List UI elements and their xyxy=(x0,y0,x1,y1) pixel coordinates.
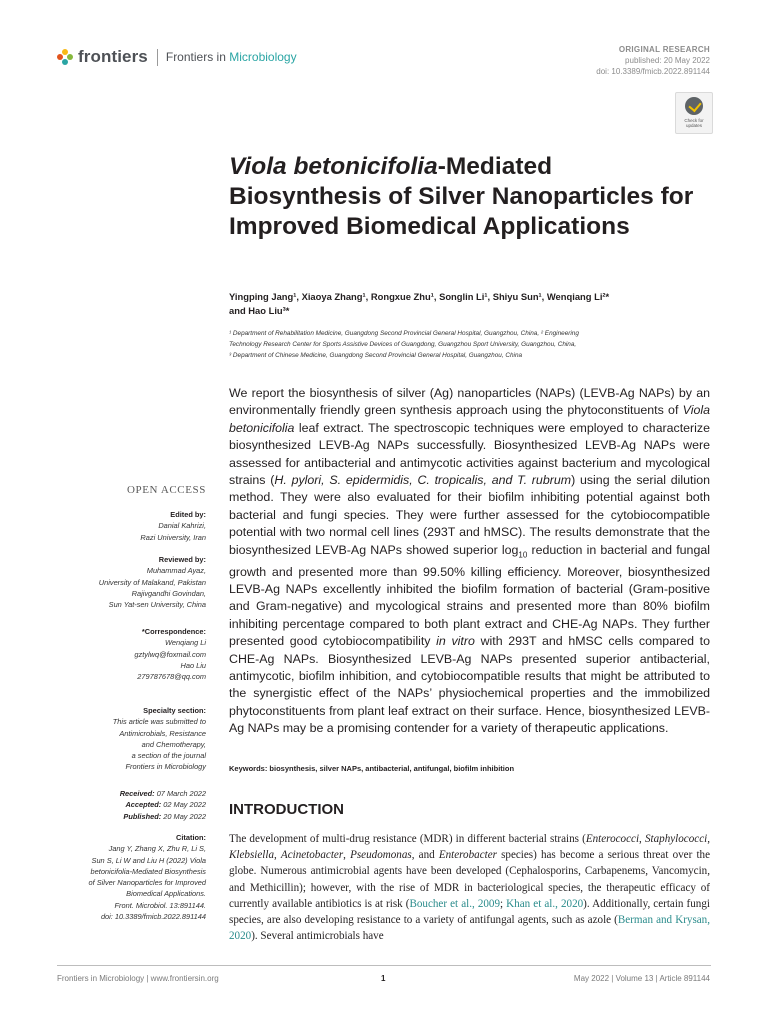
citation-line: Jang Y, Zhang X, Zhu R, Li S, xyxy=(108,844,206,854)
intro-italic: Enterococci xyxy=(585,833,640,845)
reviewer-affiliation: University of Malakand, Pakistan xyxy=(98,577,206,587)
footer-journal-link[interactable]: Frontiers in Microbiology | www.frontiersin.org xyxy=(57,974,219,983)
intro-italic: Klebsiella xyxy=(229,849,274,862)
keywords: Keywords: biosynthesis, silver NAPs, antibacterial, antifungal, biofilm inhibition xyxy=(229,764,515,773)
correspondent-email[interactable]: 279787678@qq.com xyxy=(137,672,206,682)
title-italic: Viola betonicifolia xyxy=(229,153,438,180)
received-date xyxy=(26,788,206,799)
intro-text: , xyxy=(707,833,710,845)
footer-divider xyxy=(57,965,711,966)
affiliation-line: Technology Research Center for Sports Assistive Devices of Guangdong, Guangzhou Sport University, Guangzhou, China, xyxy=(229,341,577,348)
dates-section xyxy=(26,788,206,822)
specialty-line: Frontiers in Microbiology xyxy=(125,762,206,772)
abstract-text: reduction in bacterial and fungal growth and presented more than 99.50% killing efficiency. Moreover, biosynthesized LEVB-Ag NAPs excellently inhibited the biofilm formation of bacterial (Gram-positive and Gram-negative) and mycological strains and presented more than 80% biofilm inhibiting percentage compared to both plant extract and CHE-Ag NAPs. They further presented good cytobiocompatibility xyxy=(229,542,710,649)
reviewed-by-section xyxy=(26,554,206,610)
article-title xyxy=(229,152,709,242)
citation-line: betonicifolia-Mediated Biosynthesis xyxy=(90,866,206,876)
intro-text: , and xyxy=(411,849,439,862)
abstract-italic: H. pylori, S. epidermidis, C. tropicalis, and T. rubrum xyxy=(274,473,572,488)
journal-name xyxy=(166,50,297,64)
accepted-value: 02 May 2022 xyxy=(163,800,206,810)
specialty-label: Specialty section: xyxy=(143,706,206,715)
intro-text: species) has become a serious threat over the globe. Numerous antimicrobial agents have been developed (Cephalosporins, Carbapenems, Vancomycin, and Methicillin); however, with the rise of MDR in bacteriological species, the therapeutic efficacy of currently available antibiotics is at risk ( xyxy=(229,849,710,910)
correspondent-name: Hao Liu xyxy=(180,660,206,670)
journal-accent: Microbiology xyxy=(229,50,297,64)
intro-italic: Acinetobacter xyxy=(280,849,344,862)
logo-divider xyxy=(157,49,158,66)
check-updates-icon xyxy=(685,97,703,115)
citation-doi[interactable]: doi: 10.3389/fmicb.2022.891144 xyxy=(100,912,206,922)
title-rest: -Mediated Biosynthesis of Silver Nanoparticles for Improved Biomedical Applications xyxy=(229,153,694,240)
intro-text: ). Several antimicrobials have xyxy=(251,930,384,943)
intro-italic: Staphylococci xyxy=(644,833,708,845)
open-access-label: OPEN ACCESS xyxy=(126,484,206,496)
check-updates-label: Check for updates xyxy=(684,118,704,128)
accepted-date xyxy=(26,799,206,810)
citation-line: Front. Microbiol. 13:891144. xyxy=(114,900,206,910)
correspondence-label: *Correspondence: xyxy=(141,627,206,636)
intro-text: ; xyxy=(500,897,507,910)
edited-by-section xyxy=(26,509,206,543)
frontiers-logo-icon xyxy=(57,49,73,65)
intro-text: , xyxy=(274,849,281,862)
abstract-text: with 293T and hMSC cells compared to CHE-Ag NAPs. Biosynthesized LEVB-Ag NAPs presented superior antibacterial, antimycotic, biofilm inhibition, and cytobiocompatible results that might be attributed to the synergistic effect of the NAPs’ physiochemical properties and the immobilized phytoconstituents from plant leaf extract on their surface. Hence, biosynthesized LEVB-Ag NAPs may be a promising contender for a variety of therapeutic applications. xyxy=(229,634,711,736)
intro-text: The development of multi-drug resistance (MDR) in different bacterial strains ( xyxy=(229,833,586,845)
intro-text: , xyxy=(343,849,351,862)
intro-italic: Pseudomonas xyxy=(350,849,412,862)
check-for-updates-badge[interactable] xyxy=(675,92,713,134)
affiliation-line: ¹ Department of Rehabilitation Medicine, Guangdong Second Provincial General Hospital, Guangzhou, China, ² Engineering xyxy=(229,330,579,337)
authors-line-1[interactable]: Yingping Jang¹, Xiaoya Zhang¹, Rongxue Zhu¹, Songlin Li¹, Shiyu Sun¹, Wenqiang Li²* xyxy=(229,291,610,302)
received-label: Received: xyxy=(119,789,155,798)
footer-issue-info: May 2022 | Volume 13 | Article 891144 xyxy=(573,974,710,983)
accepted-label: Accepted: xyxy=(125,800,162,810)
published-label: Published: xyxy=(123,811,162,821)
abstract-text: We report the biosynthesis of silver (Ag) nanoparticles (NAPs) (LEVB-Ag NAPs) by an environmentally friendly green synthesis approach using the phytoconstituents of xyxy=(229,386,710,418)
editor-name[interactable]: Danial Kahrizi, xyxy=(158,521,206,531)
authors-line-2[interactable]: and Hao Liu³* xyxy=(229,305,290,316)
received-value: 07 March 2022 xyxy=(156,789,206,798)
abstract xyxy=(229,385,710,738)
reviewed-by-label: Reviewed by: xyxy=(158,555,206,564)
article-type: ORIGINAL RESEARCH xyxy=(618,45,710,54)
correspondence-section xyxy=(26,626,206,682)
reviewer-name[interactable]: Muhammad Ayaz, xyxy=(146,566,206,576)
reviewer-name[interactable]: Rajivgandhi Govindan, xyxy=(131,588,206,598)
reference-link[interactable]: Khan et al., 2020 xyxy=(506,897,584,910)
correspondent-email[interactable]: gztylwq@foxmail.com xyxy=(134,649,206,659)
published-date: published: 20 May 2022 xyxy=(625,56,710,65)
correspondent-name: Wenqiang Li xyxy=(165,638,206,648)
abstract-subscript: 10 xyxy=(518,550,528,560)
intro-text: , xyxy=(639,833,645,845)
abstract-text: ) using the serial dilution method. They were also evaluated for their biofilm inhibiting potential against both bacterial and fungi species. They were further assessed for the cytobiocompatible potential with two normal cell lines (293T and hMSC). The results demonstrate that the biosynthesized LEVB-Ag NAPs showed superior log xyxy=(229,473,710,557)
intro-text: ). Additionally, certain fungi species, are also developing resistance to a variety of antifungal agents, such as azole ( xyxy=(229,897,710,927)
citation-section xyxy=(26,832,206,922)
specialty-line: This article was submitted to xyxy=(112,717,206,727)
author-list xyxy=(229,290,709,318)
abstract-text: leaf extract. The spectroscopic techniques were employed to characterize biosynthesized LEVB-Ag NAPs successfully. Biosynthesized LEVB-Ag NAPs were assessed for antibacterial and antimycotic activities against bacterium and mycological strains ( xyxy=(229,420,710,488)
abstract-italic: in vitro xyxy=(436,634,475,649)
logo-wordmark: frontiers xyxy=(78,47,148,66)
frontiers-logo[interactable] xyxy=(57,46,297,68)
page-number: 1 xyxy=(381,974,386,983)
journal-prefix: Frontiers in xyxy=(165,50,226,64)
published-date-side xyxy=(26,811,206,822)
citation-line: Biomedical Applications. xyxy=(126,889,206,899)
reference-link[interactable]: Berman and Krysan, 2020 xyxy=(229,914,711,943)
affiliations xyxy=(229,328,711,361)
reference-link[interactable]: Boucher et al., 2009 xyxy=(409,897,501,910)
specialty-line: and Chemotherapy, xyxy=(141,739,206,749)
doi-link[interactable]: doi: 10.3389/fmicb.2022.891144 xyxy=(596,67,710,76)
edited-by-label: Edited by: xyxy=(170,510,206,519)
citation-label: Citation: xyxy=(176,833,206,842)
specialty-line: a section of the journal xyxy=(131,751,206,761)
abstract-italic: Viola betonicifolia xyxy=(229,403,710,435)
citation-line: Sun S, Li W and Liu H (2022) Viola xyxy=(91,855,206,865)
specialty-section xyxy=(26,705,206,773)
introduction-body xyxy=(229,831,710,944)
specialty-line: Antimicrobials, Resistance xyxy=(119,728,206,738)
introduction-heading: INTRODUCTION xyxy=(229,801,344,818)
affiliation-line: ³ Department of Chinese Medicine, Guangdong Second Provincial General Hospital, Guangzhou, China xyxy=(229,352,523,359)
reviewer-affiliation: Sun Yat-sen University, China xyxy=(108,600,206,610)
citation-line: of Silver Nanoparticles for Improved xyxy=(88,878,206,888)
intro-italic: Enterobacter xyxy=(438,849,497,862)
editor-affiliation: Razi University, Iran xyxy=(140,532,206,542)
published-value: 20 May 2022 xyxy=(163,811,206,821)
